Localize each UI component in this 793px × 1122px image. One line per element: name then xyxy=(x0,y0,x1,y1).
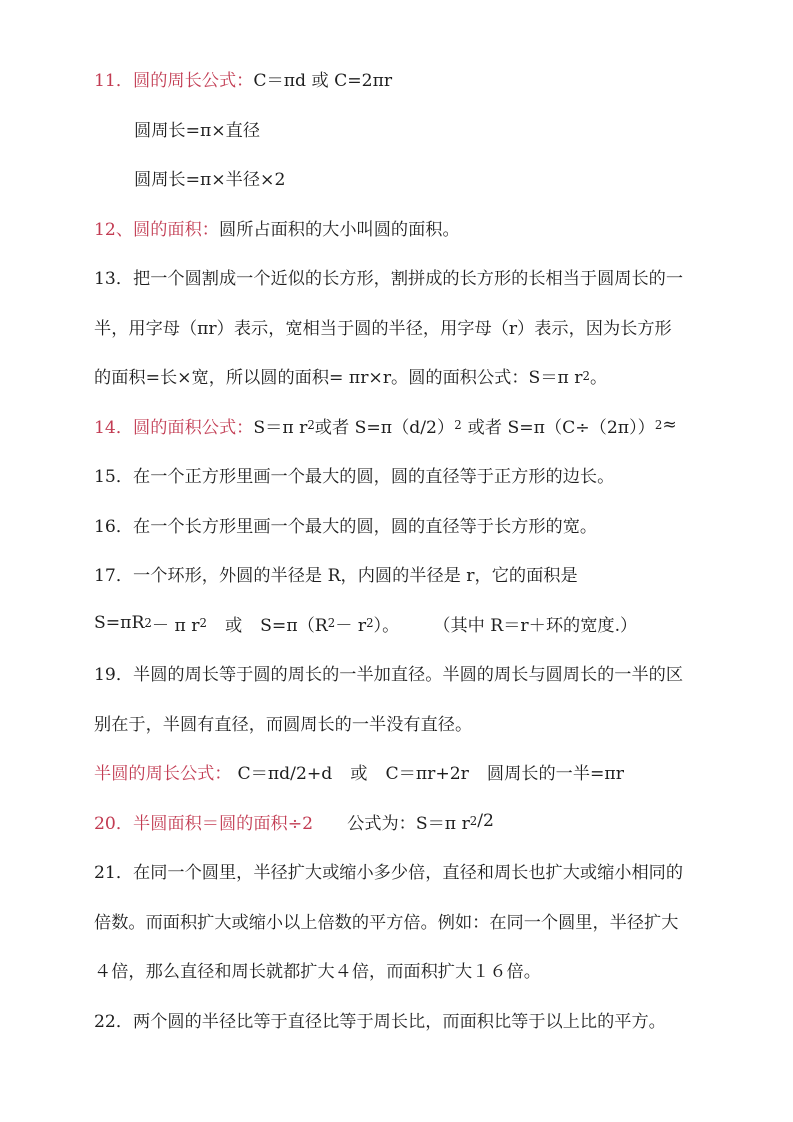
item-19-text-2: 别在于，半圆有直径，而圆周长的一半没有直径。 xyxy=(94,714,473,735)
list-item-22 xyxy=(94,995,714,1045)
item-20-formula-2: /2 xyxy=(477,811,494,832)
list-item-13-line-2 xyxy=(94,302,714,352)
item-11-label: 11．圆的周长公式： xyxy=(94,71,254,92)
list-item-21-line-3 xyxy=(94,945,714,995)
semicircle-perimeter-label: 半圆的周长公式： xyxy=(94,764,232,785)
semicircle-perimeter-formula-row xyxy=(94,747,714,797)
item-14-approx: ≈ xyxy=(662,415,677,436)
item-17-formula-5: ）。 xyxy=(373,615,400,636)
semicircle-perimeter-formula-1: C＝πd/2+d xyxy=(237,764,333,785)
list-item-17-line-2: S=πR 2 － π r 2 或 S=π（R 2 － r 2 ）。 （其中 R＝r＋环的宽度.） xyxy=(94,599,714,649)
item-14-label: 14．圆的面积公式： xyxy=(94,417,254,438)
item-13-text-3b: 。 xyxy=(589,368,608,389)
item-11-sub-line-2 xyxy=(94,153,714,203)
item-22-text: 22．两个圆的半径比等于直径比等于周长比，而面积比等于以上比的平方。 xyxy=(94,1011,666,1032)
item-14-formula-2: 或者 S=π（d/2） xyxy=(314,417,455,438)
item-17-formula-2: － π r xyxy=(151,615,200,636)
document-body xyxy=(94,54,714,1044)
item-21-text-3: ４倍，那么直径和周长就都扩大４倍，而面积扩大１６倍。 xyxy=(94,962,541,983)
semicircle-perimeter-note: 圆周长的一半=πr xyxy=(486,764,624,785)
semicircle-perimeter-formula-2: C＝πr+2r xyxy=(385,764,469,785)
list-item-12 xyxy=(94,203,714,253)
item-14-formula-1: S＝π r xyxy=(253,417,308,438)
list-item-14: 14．圆的面积公式： S＝π r 2 或者 S=π（d/2） 2 或者 S=π（C÷（2π）） 2 ≈ xyxy=(94,401,714,451)
list-item-19-line-2 xyxy=(94,698,714,748)
item-17-formula-1: S=πR xyxy=(94,613,145,634)
item-11-sub-text-1: 圆周长=π×直径 xyxy=(134,120,261,141)
list-item-21-line-2 xyxy=(94,896,714,946)
item-12-label: 12、圆的面积： xyxy=(94,219,219,240)
item-16-text: 16．在一个长方形里画一个最大的圆，圆的直径等于长方形的宽。 xyxy=(94,516,598,537)
item-13-text-1: 13．把一个圆割成一个近似的长方形，割拼成的长方形的长相当于圆周长的一 xyxy=(94,269,684,290)
item-11-sub-text-2: 圆周长=π×半径×2 xyxy=(134,170,286,191)
list-item-21-line-1 xyxy=(94,846,714,896)
item-20-label: 20．半圆面积＝圆的面积÷2 xyxy=(94,813,314,834)
item-17-formula-3: S=π（R xyxy=(260,615,328,636)
list-item-16 xyxy=(94,500,714,550)
item-20-formula-1: 公式为：S＝π r xyxy=(347,813,470,834)
list-item-20: 20．半圆面积＝圆的面积÷2 公式为：S＝π r 2 /2 xyxy=(94,797,714,847)
item-15-text: 15．在一个正方形里画一个最大的圆，圆的直径等于正方形的边长。 xyxy=(94,467,615,488)
item-11-sub-line-1 xyxy=(94,104,714,154)
list-item-15 xyxy=(94,450,714,500)
item-14-formula-3: 或者 S=π（C÷（2π）） xyxy=(467,417,655,438)
list-item-13-line-1 xyxy=(94,252,714,302)
list-item-11 xyxy=(94,54,714,104)
item-21-text-2: 倍数。而面积扩大或缩小以上倍数的平方倍。例如：在同一个圆里，半径扩大 xyxy=(94,912,679,933)
item-13-text-2: 半，用字母（πr）表示，宽相当于圆的半径，用字母（r）表示，因为长方形 xyxy=(94,318,672,339)
item-17-conjunction: 或 xyxy=(224,615,243,636)
item-12-text: 圆所占面积的大小叫圆的面积。 xyxy=(219,219,460,240)
item-17-text: 17．一个环形，外圆的半径是 R，内圆的半径是 r，它的面积是 xyxy=(94,566,578,587)
list-item-13-line-3: 的面积=长×宽，所以圆的面积= πr×r。圆的面积公式：S＝π r 2 。 xyxy=(94,351,714,401)
item-19-text-1: 19．半圆的周长等于圆的周长的一半加直径。半圆的周长与圆周长的一半的区 xyxy=(94,665,684,686)
item-17-note: （其中 R＝r＋环的宽度.） xyxy=(433,615,638,636)
item-17-formula-4: － r xyxy=(335,615,367,636)
item-21-text-1: 21．在同一个圆里，半径扩大或缩小多少倍，直径和周长也扩大或缩小相同的 xyxy=(94,863,684,884)
list-item-19-line-1 xyxy=(94,648,714,698)
semicircle-perimeter-conjunction: 或 xyxy=(350,764,368,785)
item-13-text-3a: 的面积=长×宽，所以圆的面积= πr×r。圆的面积公式：S＝π r xyxy=(94,368,583,389)
item-11-formula: C＝πd 或 C=2πr xyxy=(253,71,393,92)
list-item-17-line-1 xyxy=(94,549,714,599)
